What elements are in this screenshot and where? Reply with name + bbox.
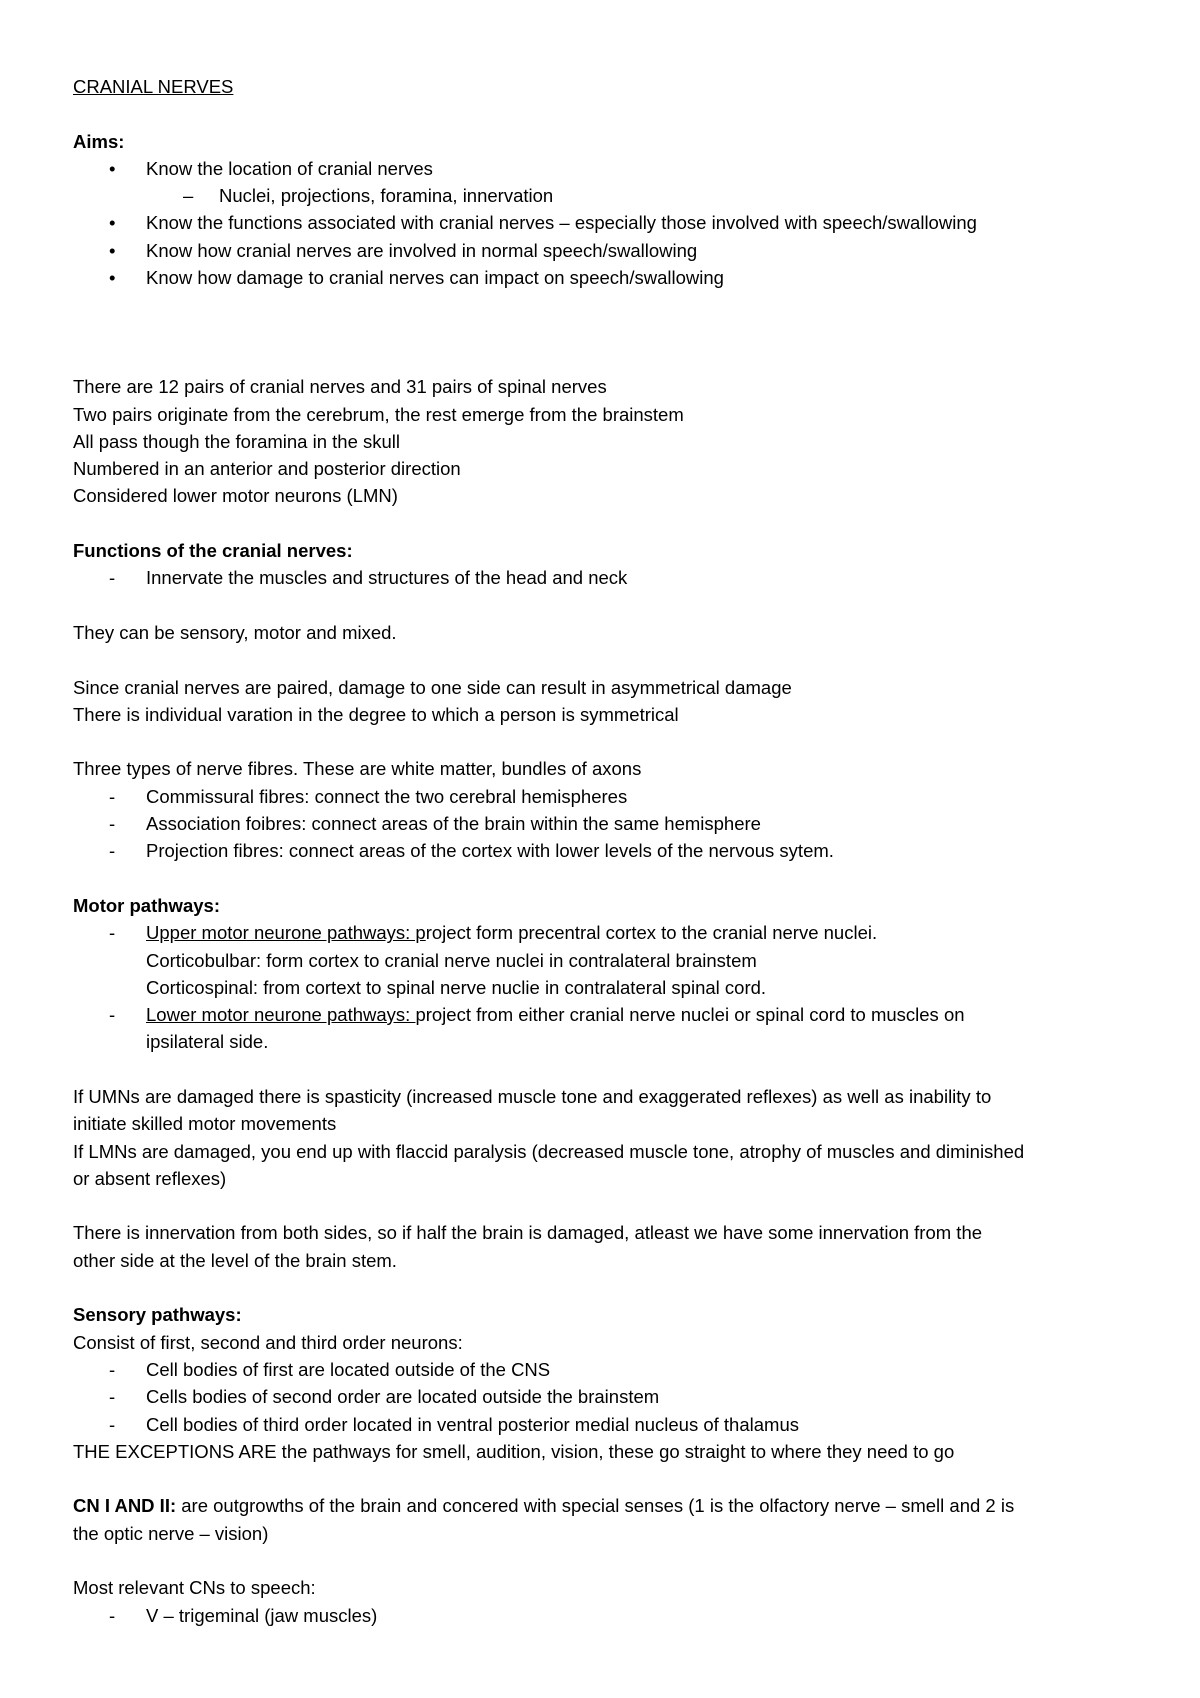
dash-marker: – xyxy=(183,185,194,207)
fibres-item: - Projection fibres: connect areas of the cortex with lower levels of the nervous sytem. xyxy=(73,837,1123,864)
cn-1-2-label: CN I AND II: xyxy=(73,1495,177,1517)
lmn-damage-line: or absent reflexes) xyxy=(73,1167,227,1189)
fibres-item: - Commissural fibres: connect the two cerebral hemispheres xyxy=(73,783,1123,810)
aims-item: • Know how damage to cranial nerves can impact on speech/swallowing xyxy=(73,264,1123,291)
motor-item-lmn: - Lower motor neurone pathways: project from either cranial nerve nuclei or spinal cord to muscles on xyxy=(73,1001,1123,1028)
aims-item: • Know how cranial nerves are involved in normal speech/swallowing xyxy=(73,237,1123,264)
dash-marker: - xyxy=(109,813,116,835)
bilateral-line: There is innervation from both sides, so if half the brain is damaged, atleast we have some innervation from the xyxy=(73,1222,983,1244)
intro-line: Numbered in an anterior and posterior direction xyxy=(73,458,461,480)
aims-item: • Know the functions associated with cranial nerves – especially those involved with speech/swallowing xyxy=(73,209,1123,236)
cn-1-2-line: CN I AND II: are outgrowths of the brain and concered with special senses (1 is the olfactory nerve – smell and 2 is xyxy=(73,1495,1015,1517)
umn-damage-line: initiate skilled motor movements xyxy=(73,1113,337,1135)
fibres-intro: Three types of nerve fibres. These are white matter, bundles of axons xyxy=(73,758,642,780)
sensory-item: - Cells bodies of second order are located outside the brainstem xyxy=(73,1383,1123,1410)
bullet-marker: • xyxy=(109,239,116,261)
dash-marker: - xyxy=(109,922,116,944)
intro-line: There are 12 pairs of cranial nerves and 31 pairs of spinal nerves xyxy=(73,376,607,398)
aims-subitem: – Nuclei, projections, foramina, innervation xyxy=(73,182,1123,209)
sensory-heading: Sensory pathways: xyxy=(73,1304,242,1326)
document-body xyxy=(73,73,1123,1629)
functions-heading: Functions of the cranial nerves: xyxy=(73,540,353,562)
lmn-label: Lower motor neurone pathways: xyxy=(146,1004,416,1026)
bullet-marker: • xyxy=(109,157,116,179)
intro-line: All pass though the foramina in the skull xyxy=(73,430,401,452)
dash-marker: - xyxy=(109,1386,116,1408)
functions-item: - Innervate the muscles and structures of the head and neck xyxy=(73,564,1123,591)
intro-line: Considered lower motor neurons (LMN) xyxy=(73,485,398,507)
bilateral-line: other side at the level of the brain stem. xyxy=(73,1249,397,1271)
dash-marker: - xyxy=(109,840,116,862)
sensory-item: - Cell bodies of first are located outside of the CNS xyxy=(73,1356,1123,1383)
dash-marker: - xyxy=(109,785,116,807)
dash-marker: - xyxy=(109,1358,116,1380)
speech-item: - V – trigeminal (jaw muscles) xyxy=(73,1602,1123,1629)
aims-heading: Aims: xyxy=(73,130,125,152)
motor-item-lmn-cont: ipsilateral side. xyxy=(146,1031,269,1053)
aims-item: • Know the location of cranial nerves xyxy=(73,155,1123,182)
sensory-exceptions: THE EXCEPTIONS ARE the pathways for smell, audition, vision, these go straight to where they need to go xyxy=(73,1440,955,1462)
cn-1-2-line-cont: the optic nerve – vision) xyxy=(73,1522,269,1544)
motor-heading: Motor pathways: xyxy=(73,894,220,916)
sensory-intro: Consist of first, second and third order neurons: xyxy=(73,1331,463,1353)
symmetry-line: There is individual varation in the degree to which a person is symmetrical xyxy=(73,703,679,725)
dash-marker: - xyxy=(109,1004,116,1026)
corticospinal-line: Corticospinal: from cortext to spinal nerve nuclie in contralateral spinal cord. xyxy=(146,976,767,998)
speech-intro: Most relevant CNs to speech: xyxy=(73,1577,316,1599)
dash-marker: - xyxy=(109,1604,116,1626)
symmetry-line: Since cranial nerves are paired, damage to one side can result in asymmetrical damage xyxy=(73,676,792,698)
corticobulbar-line: Corticobulbar: form cortex to cranial nerve nuclei in contralateral brainstem xyxy=(146,949,757,971)
umn-label: Upper motor neurone pathways: p xyxy=(146,922,426,944)
document-title: CRANIAL NERVES xyxy=(73,76,234,97)
bullet-marker: • xyxy=(109,212,116,234)
intro-line: Two pairs originate from the cerebrum, the rest emerge from the brainstem xyxy=(73,403,684,425)
umn-damage-line: If UMNs are damaged there is spasticity (increased muscle tone and exaggerated reflexes) as well as inability to xyxy=(73,1085,992,1107)
dash-marker: - xyxy=(109,567,116,589)
bullet-marker: • xyxy=(109,267,116,289)
sensory-item: - Cell bodies of third order located in ventral posterior medial nucleus of thalamus xyxy=(73,1411,1123,1438)
lmn-damage-line: If LMNs are damaged, you end up with flaccid paralysis (decreased muscle tone, atrophy of muscles and diminished xyxy=(73,1140,1025,1162)
types-line: They can be sensory, motor and mixed. xyxy=(73,621,397,643)
dash-marker: - xyxy=(109,1413,116,1435)
motor-item-umn: - Upper motor neurone pathways: project form precentral cortex to the cranial nerve nuclei. xyxy=(73,919,1123,946)
fibres-item: - Association foibres: connect areas of the brain within the same hemisphere xyxy=(73,810,1123,837)
